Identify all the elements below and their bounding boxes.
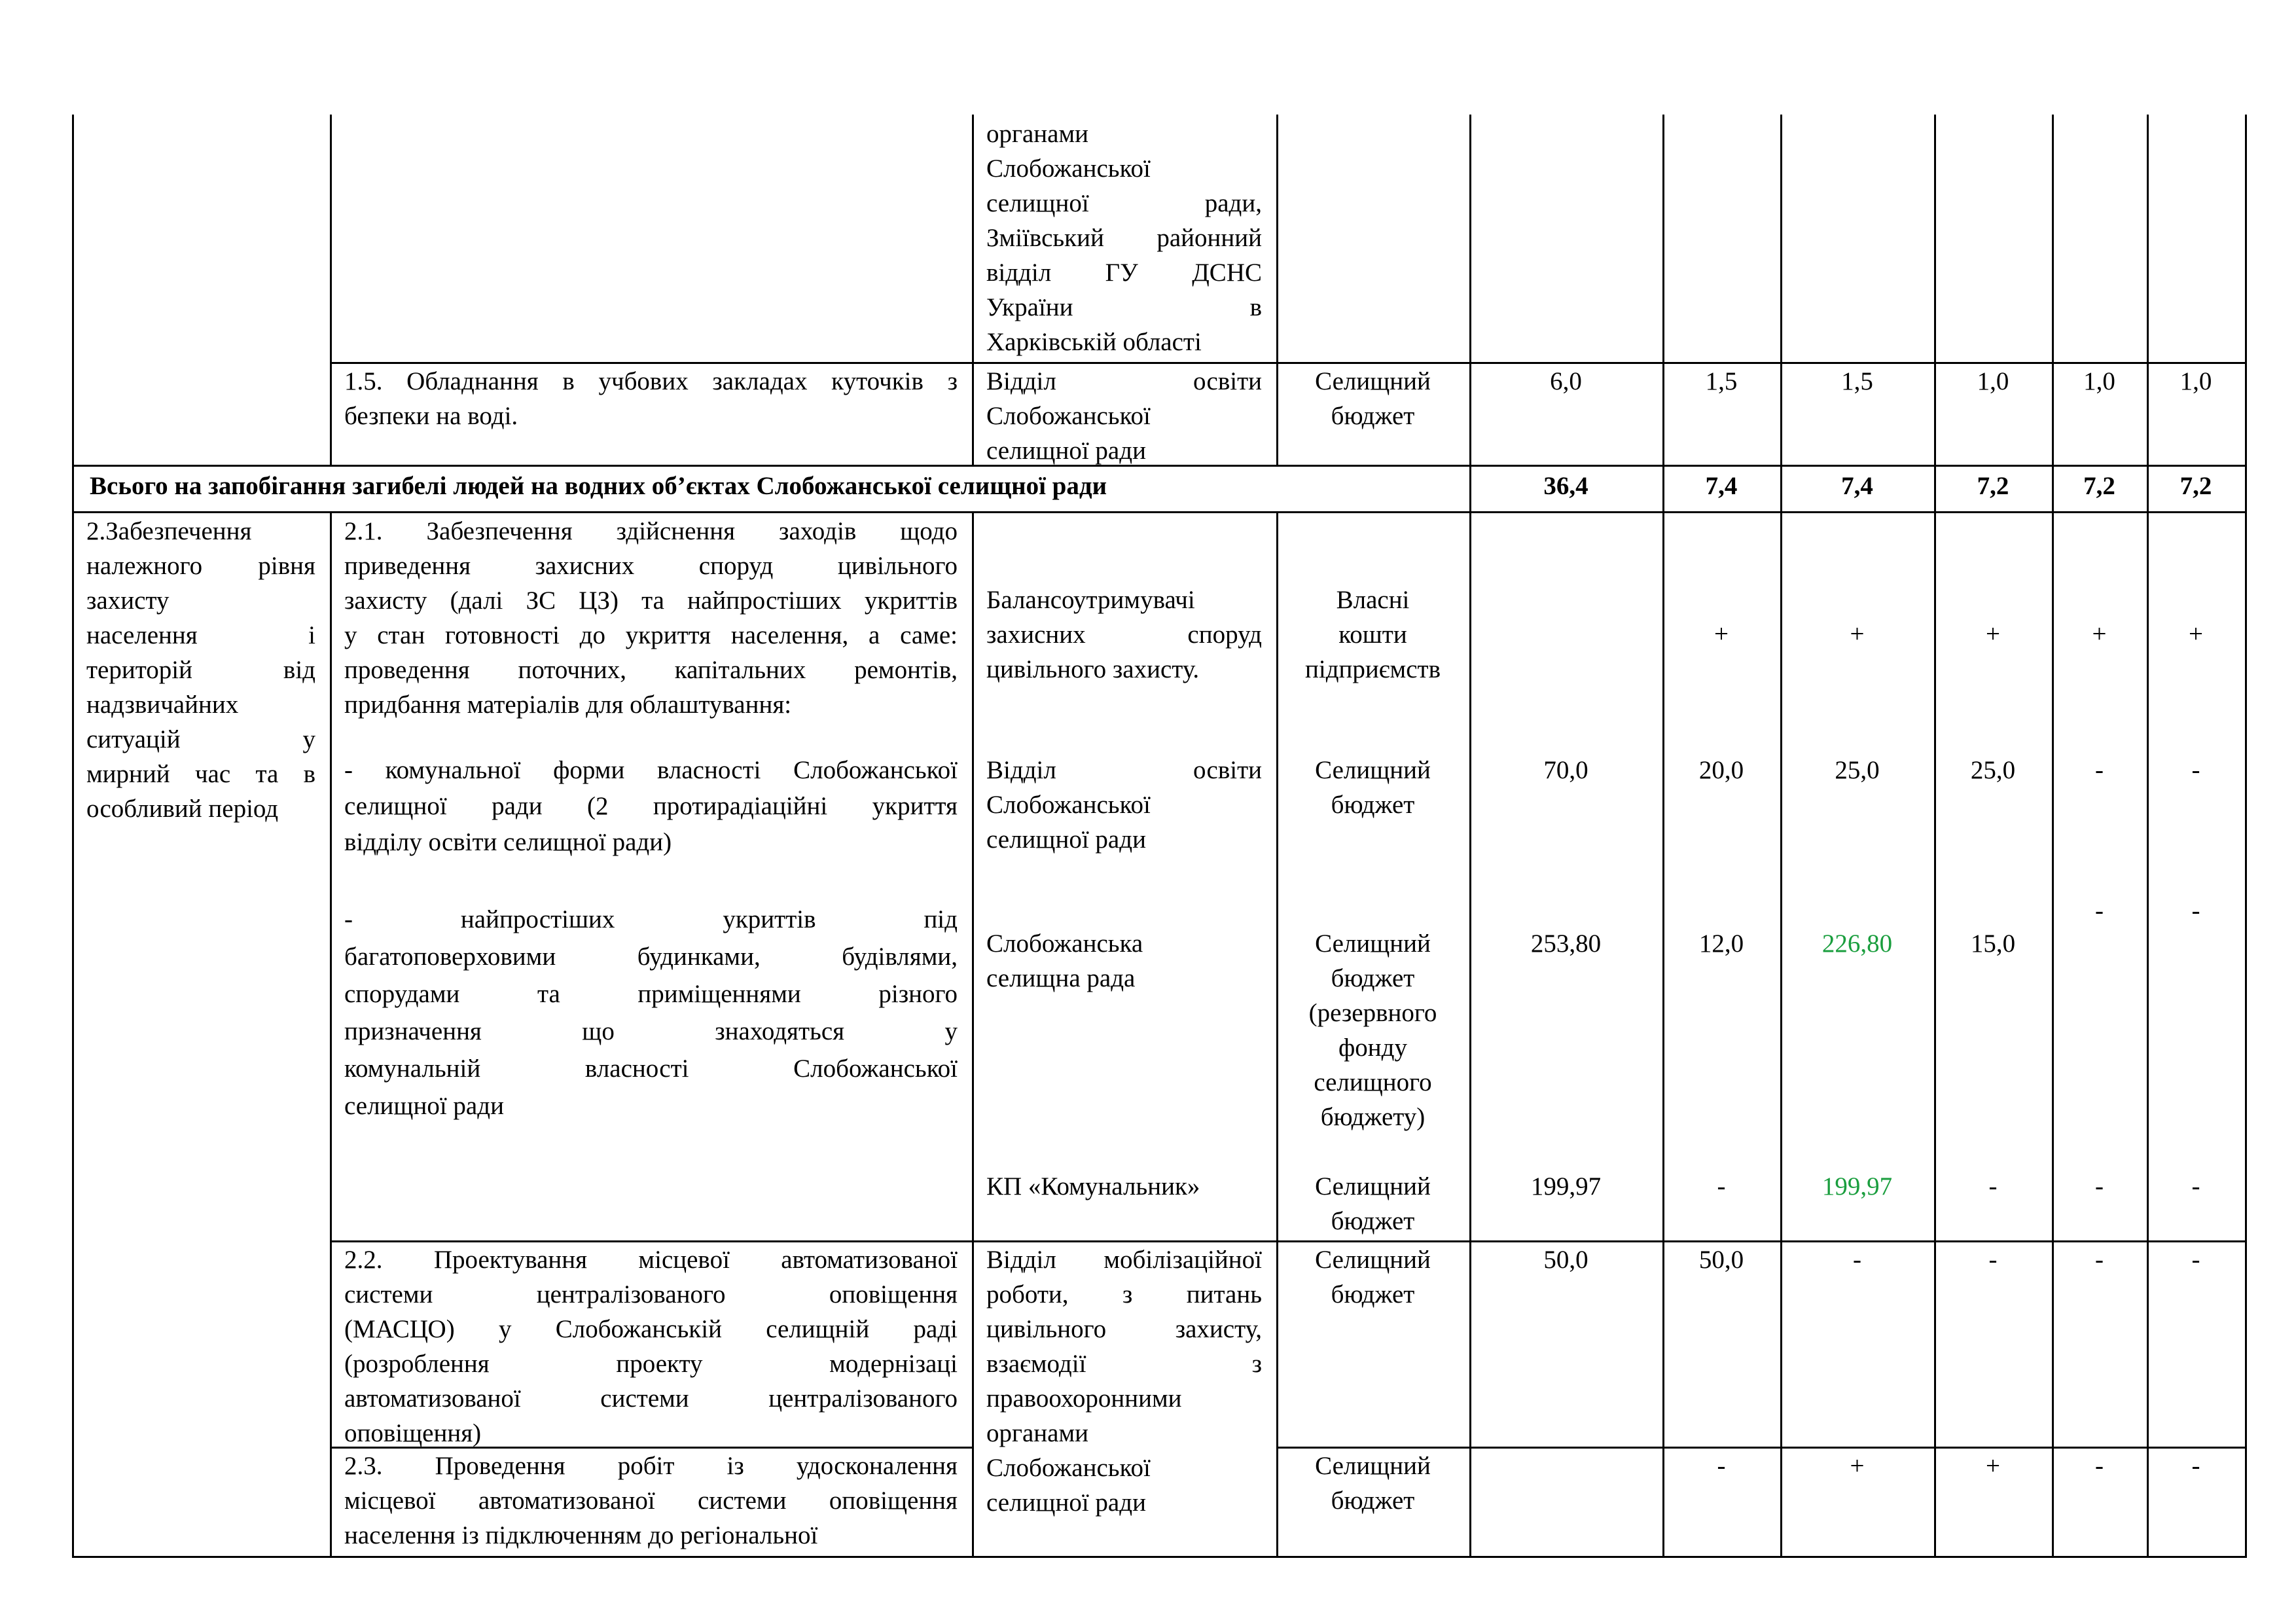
row-1-5-value: 1,5: [1705, 367, 1738, 395]
sub-row-d-value: 199,97: [1530, 1172, 1602, 1200]
col-line-2-bottom: [972, 511, 974, 1558]
row-2-2-value: 50,0: [1698, 1246, 1744, 1274]
sub-row-c-value: -: [2095, 897, 2104, 925]
col-line-5: [1662, 115, 1664, 1558]
source-cell-line: Селищний: [1315, 756, 1431, 784]
sub-row-a-value: +: [1986, 620, 2000, 648]
col-line-8: [2052, 115, 2054, 1558]
measure-cell-line: місцевої автоматизованої системи оповіщення: [344, 1487, 958, 1515]
sub-row-c-value: 12,0: [1698, 929, 1744, 958]
sub-row-c-value: 253,80: [1530, 929, 1602, 958]
sub-row-c-value: 226,80: [1821, 929, 1893, 958]
row-2-2-value: -: [2095, 1246, 2104, 1274]
goal-cell-line: мирний час та в: [86, 760, 315, 788]
source-cell-line: Селищний: [1315, 1246, 1431, 1274]
source-cell-line: селищного: [1314, 1068, 1432, 1096]
row-2-2-value: 50,0: [1543, 1246, 1588, 1274]
sub-row-a-value: +: [2189, 620, 2203, 648]
source-cell-line: бюджет: [1331, 1280, 1415, 1308]
responsible-cell-line: селищної ради: [986, 1489, 1146, 1517]
measure-cell-line: селищної ради: [344, 1092, 504, 1120]
responsible-cell-line: Відділ мобілізаційної: [986, 1246, 1262, 1274]
total-label: Всього на запобігання загибелі людей на водних об’єктах Слобожанської селищної ради: [90, 472, 1107, 500]
row-1-5-value: 6,0: [1550, 367, 1582, 395]
responsible-cell-line: селищної ради: [986, 437, 1146, 465]
source-cell-line: бюджет: [1331, 791, 1415, 819]
col-line-6: [1780, 115, 1782, 1558]
responsible-cell-line: України в: [986, 293, 1262, 321]
measure-cell-line: (розроблення проекту модернізаці: [344, 1350, 958, 1378]
responsible-cell-line: відділ ГУ ДСНС: [986, 259, 1262, 287]
row-2-3-value: -: [1717, 1452, 1726, 1480]
measure-cell-line: проведення поточних, капітальних ремонтів,: [344, 656, 958, 684]
sub-row-a-value: +: [2092, 620, 2107, 648]
total-value: 7,4: [1705, 472, 1738, 500]
sub-row-d-value: -: [1717, 1172, 1726, 1200]
col-line-4: [1469, 115, 1471, 1558]
source-cell-line: кошти: [1338, 621, 1407, 649]
measure-cell-line: відділу освіти селищної ради): [344, 828, 672, 856]
row-2-3-value: -: [2191, 1452, 2200, 1480]
measure-cell-line: селищної ради (2 протирадіаційні укриття: [344, 792, 958, 820]
responsible-cell-line: Слобожанської: [986, 402, 1151, 430]
measure-cell-line: (МАСЦО) у Слобожанській селищній раді: [344, 1315, 958, 1343]
col-line-7: [1934, 115, 1936, 1558]
responsible-cell-line: органами: [986, 1419, 1089, 1447]
source-cell-line: Селищний: [1315, 367, 1431, 395]
col-line-3-top: [1276, 115, 1278, 467]
measure-cell-line: автоматизованої системи централізованого: [344, 1384, 958, 1413]
sub-row-b-value: 25,0: [1835, 756, 1880, 784]
measure-cell-line: придбання матеріалів для облаштування:: [344, 691, 792, 719]
sub-row-c-value: 15,0: [1970, 929, 2016, 958]
row-2-2-value: -: [1853, 1246, 1861, 1274]
source-cell-line: бюджет: [1331, 1207, 1415, 1235]
total-value: 7,4: [1841, 472, 1873, 500]
responsible-cell-line: Харківській області: [986, 328, 1202, 356]
row-2-3-value: +: [1850, 1452, 1865, 1480]
col-line-1-top: [330, 115, 332, 467]
source-cell-line: Селищний: [1315, 929, 1431, 958]
responsible-cell-line: Балансоутримувачі: [986, 586, 1195, 614]
source-cell-line: бюджет: [1331, 964, 1415, 992]
row-2-3-value: +: [1986, 1452, 2000, 1480]
sub-row-b-value: 70,0: [1543, 756, 1588, 784]
measure-cell-line: безпеки на воді.: [344, 402, 518, 430]
row-1-5-value: 1,0: [1977, 367, 2009, 395]
responsible-cell-line: селищної ради,: [986, 189, 1262, 217]
measure-cell-line: системи централізованого оповіщення: [344, 1280, 958, 1308]
responsible-cell-line: Відділ освіти: [986, 367, 1262, 395]
goal-cell-line: територій від: [86, 656, 315, 684]
sub-row-d-value: 199,97: [1821, 1172, 1893, 1200]
measure-cell-line: - комунальної форми власності Слобожанської: [344, 756, 958, 784]
responsible-cell-line: цивільного захисту,: [986, 1315, 1262, 1343]
sub-row-a-value: +: [1850, 620, 1865, 648]
sub-row-b-value: 25,0: [1970, 756, 2016, 784]
row-2-2-value: -: [2191, 1246, 2200, 1274]
responsible-cell-line: Слобожанської: [986, 1454, 1151, 1482]
measure-cell-line: населення із підключенням до регіональної: [344, 1521, 818, 1549]
responsible-cell-line: Зміївський районний: [986, 224, 1262, 252]
source-cell-line: (резервного: [1308, 999, 1437, 1027]
sub-row-d-value: -: [1988, 1172, 1998, 1200]
source-cell-line: Власні: [1336, 586, 1410, 614]
table-border-left: [72, 115, 74, 1558]
responsible-cell-line: селищна рада: [986, 964, 1136, 992]
source-cell-line: підприємств: [1305, 655, 1441, 683]
responsible-cell-line: Слобожанська: [986, 929, 1143, 958]
measure-cell-line: захисту (далі ЗС ЦЗ) та найпростіших укриттів: [344, 586, 958, 615]
measure-cell-line: 2.1. Забезпечення здійснення заходів щодо: [344, 517, 958, 545]
total-value: 36,4: [1543, 472, 1588, 500]
sub-row-b-value: 20,0: [1698, 756, 1744, 784]
row-2-3-value: -: [2095, 1452, 2104, 1480]
sub-row-c-value: -: [2191, 897, 2200, 925]
responsible-cell-line: правоохоронними: [986, 1384, 1182, 1413]
row-line-section-2: [72, 511, 2247, 513]
measure-cell-line: 2.3. Проведення робіт із удосконалення: [344, 1452, 958, 1480]
responsible-cell-line: органами: [986, 120, 1089, 148]
sub-row-d-value: -: [2191, 1172, 2200, 1200]
responsible-cell-line: Слобожанської: [986, 791, 1151, 819]
source-cell-line: бюджет: [1331, 402, 1415, 430]
responsible-cell-line: Відділ освіти: [986, 756, 1262, 784]
row-1-5-value: 1,5: [1841, 367, 1873, 395]
measure-cell-line: - найпростіших укриттів під: [344, 905, 958, 933]
responsible-cell-line: взаємодії з: [986, 1350, 1262, 1378]
measure-cell-line: 2.2. Проектування місцевої автоматизованої: [344, 1246, 958, 1274]
row-2-2-value: -: [1988, 1246, 1998, 1274]
measure-cell-line: багатоповерховими будинками, будівлями,: [344, 943, 958, 971]
total-value: 7,2: [2083, 472, 2115, 500]
measure-cell-line: комунальній власності Слобожанської: [344, 1055, 958, 1083]
source-cell-line: бюджету): [1320, 1103, 1426, 1131]
responsible-cell-line: цивільного захисту.: [986, 655, 1200, 683]
source-cell-line: Селищний: [1315, 1172, 1431, 1200]
source-cell-line: Селищний: [1315, 1452, 1431, 1480]
responsible-cell-line: КП «Комунальник»: [986, 1172, 1200, 1200]
measure-cell-line: оповіщення): [344, 1419, 482, 1447]
responsible-cell-line: роботи, з питань: [986, 1280, 1262, 1308]
goal-cell-line: належного рівня: [86, 552, 315, 580]
total-value: 7,2: [1977, 472, 2009, 500]
source-cell-line: фонду: [1338, 1034, 1407, 1062]
col-line-3-bottom: [1276, 511, 1278, 1558]
responsible-cell-line: захисних споруд: [986, 621, 1262, 649]
col-line-9: [2147, 115, 2149, 1558]
goal-cell-line: надзвичайних: [86, 691, 239, 719]
sub-row-a-value: +: [1714, 620, 1729, 648]
row-1-5-value: 1,0: [2179, 367, 2212, 395]
table-border-right: [2245, 115, 2247, 1558]
table-border-bottom: [72, 1556, 2247, 1558]
goal-cell-line: захисту: [86, 586, 170, 615]
sub-row-d-value: -: [2095, 1172, 2104, 1200]
responsible-cell-line: Слобожанської: [986, 154, 1151, 183]
col-line-1-bottom: [330, 511, 332, 1558]
row-1-5-value: 1,0: [2083, 367, 2115, 395]
responsible-cell-line: селищної ради: [986, 825, 1146, 854]
goal-cell-line: ситуацій у: [86, 725, 315, 753]
measure-cell-line: у стан готовності до укриття населення, а саме:: [344, 621, 958, 649]
sub-row-b-value: -: [2095, 756, 2104, 784]
measure-cell-line: 1.5. Обладнання в учбових закладах куточків з: [344, 367, 958, 395]
col-line-2-top: [972, 115, 974, 467]
source-cell-line: бюджет: [1331, 1487, 1415, 1515]
total-value: 7,2: [2179, 472, 2212, 500]
goal-cell-line: населення і: [86, 621, 315, 649]
goal-cell-line: 2.Забезпечення: [86, 517, 252, 545]
goal-cell-line: особливий період: [86, 795, 279, 823]
measure-cell-line: призначення що знаходяться у: [344, 1017, 958, 1045]
measure-cell-line: приведення захисних споруд цивільного: [344, 552, 958, 580]
measure-cell-line: спорудами та приміщеннями різного: [344, 980, 958, 1008]
sub-row-b-value: -: [2191, 756, 2200, 784]
